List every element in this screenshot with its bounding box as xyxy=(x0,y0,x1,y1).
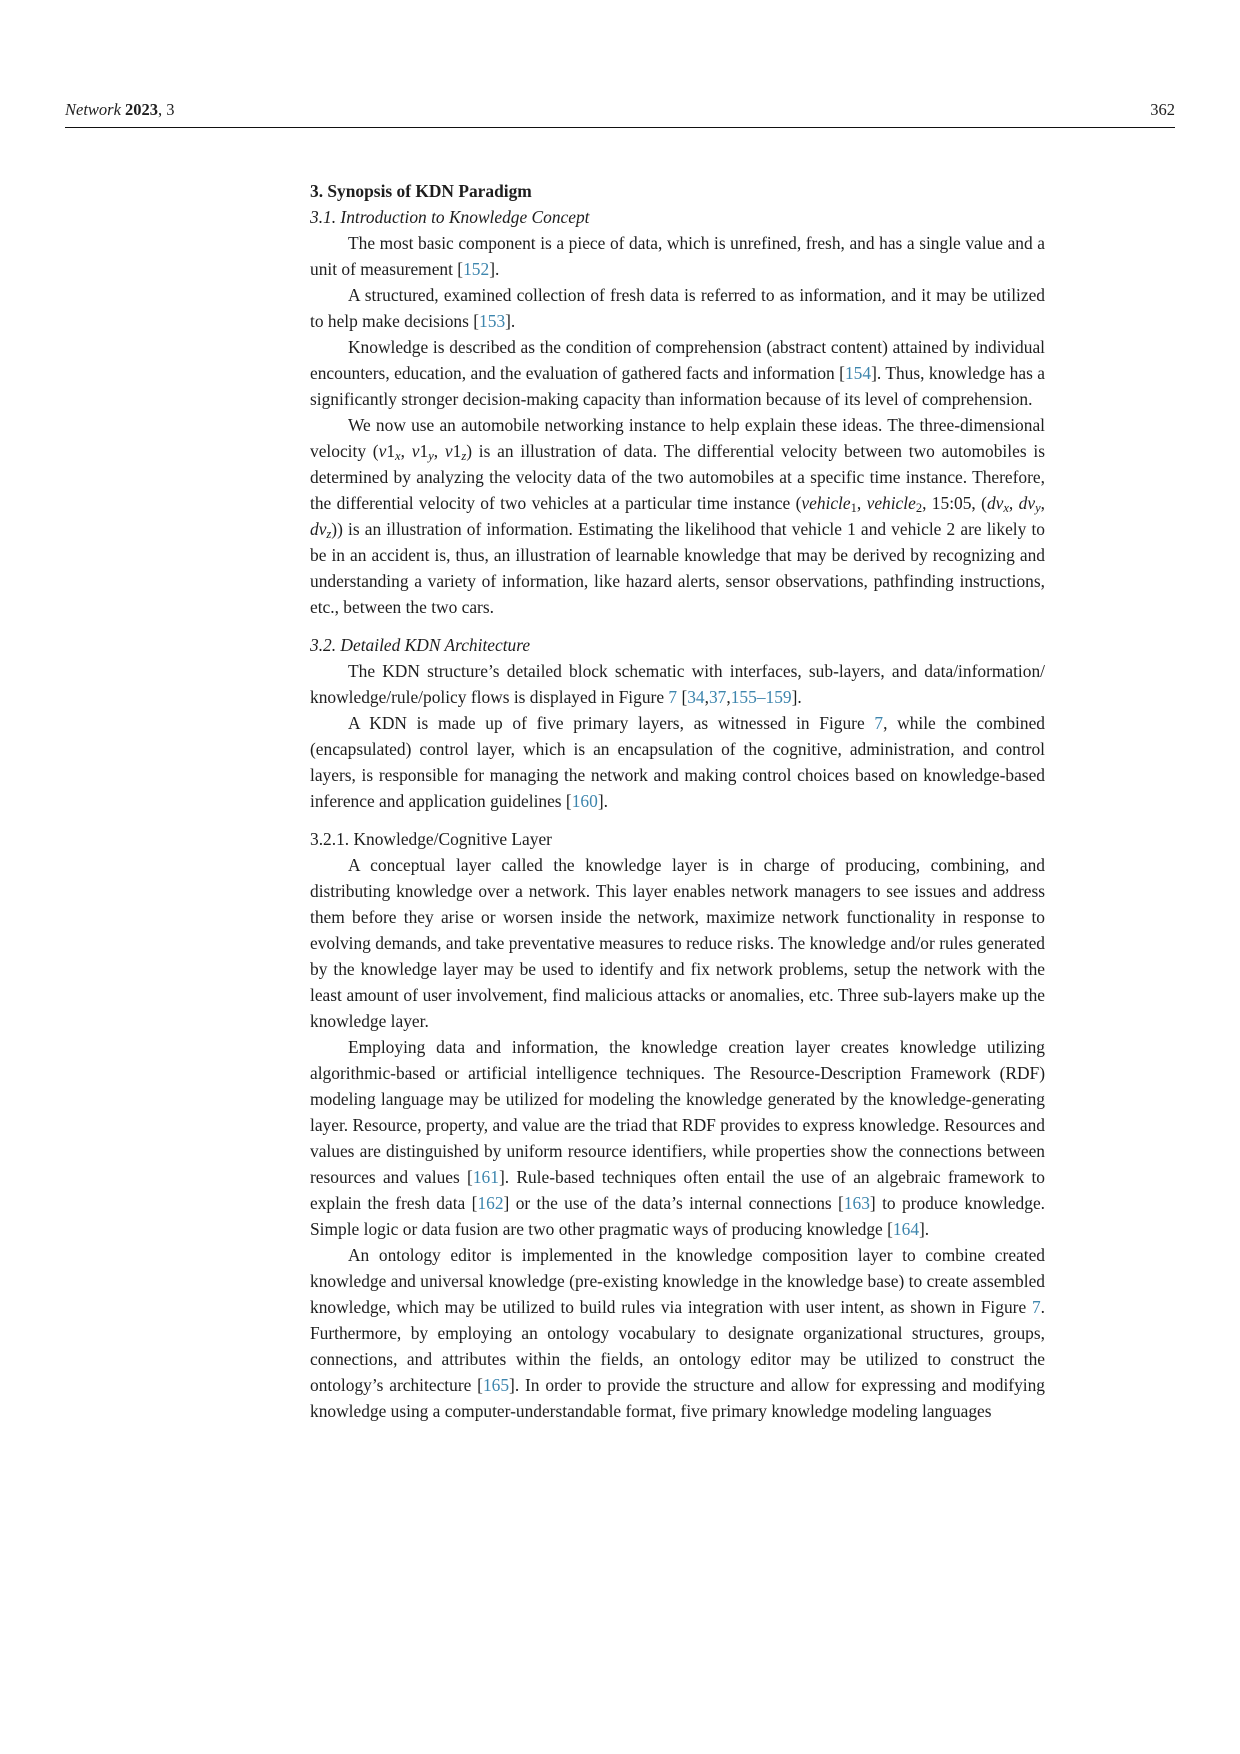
article-body xyxy=(310,178,1045,1424)
journal-volume: 2023 xyxy=(125,100,159,119)
text-run: x xyxy=(1003,501,1009,516)
citation-link[interactable]: 163 xyxy=(843,1192,870,1213)
text-run: 2 xyxy=(915,501,923,516)
text-run: , xyxy=(400,440,412,461)
text-run: 3.2.1. Knowledge/Cognitive Layer xyxy=(310,828,552,849)
subsection-heading xyxy=(310,632,1045,658)
text-run: Employing data and information, the knowledge creation layer creates knowledge utilizing algorithmic-based or artificial intelligence techniques. The Resource-Description Framework (RDF) modeling language may be utilized for modeling the knowledge generated by the knowledge-generating layer. Resource, property, and value are the triad that RDF provides to express knowledge. Resources and values are distinguished by uniform resource identifiers, while properties show the connections between resources and values [ xyxy=(310,1036,1045,1187)
text-run: 3.2. Detailed KDN Architecture xyxy=(310,634,531,655)
citation-link[interactable]: 34 xyxy=(687,686,705,707)
text-run: A structured, examined collection of fresh data is referred to as information, and it may be utilized to help make decisions [ xyxy=(310,284,1045,331)
citation-link[interactable]: 160 xyxy=(571,790,598,811)
text-run: An ontology editor is implemented in the knowledge composition layer to combine created knowledge and universal knowledge (pre-existing knowledge in the knowledge base) to create assembled knowledge, which may be utilized to build rules via integration with user intent, as shown in Figure xyxy=(310,1244,1045,1317)
text-run: Knowledge is described as the condition of comprehension (abstract content) attained by individual encounters, education, and the evaluation of gathered facts and information [ xyxy=(310,336,1045,383)
text-run: The most basic component is a piece of data, which is unrefined, fresh, and has a single value and a unit of measurement [ xyxy=(310,232,1045,279)
text-run: , xyxy=(1008,492,1019,513)
text-run: vehicle xyxy=(866,492,916,513)
text-run: 3. Synopsis of KDN Paradigm xyxy=(310,180,532,201)
text-run: ] or the use of the data’s internal connections [ xyxy=(503,1192,844,1213)
citation-link[interactable]: 152 xyxy=(463,258,490,279)
page-number: 362 xyxy=(1150,100,1175,119)
text-run: , xyxy=(704,686,709,707)
citation-link[interactable]: 165 xyxy=(482,1374,510,1395)
running-head xyxy=(65,100,1175,120)
text-run: 1 xyxy=(452,440,462,461)
text-run: vehicle xyxy=(801,492,851,513)
text-run: We now use an automobile networking instance to help explain these ideas. The three-dimensional velocity ( xyxy=(310,414,1045,461)
citation-link[interactable]: 164 xyxy=(892,1218,920,1239)
text-run: ]. xyxy=(597,790,608,811)
paragraph xyxy=(310,334,1045,412)
section-heading xyxy=(310,178,1045,204)
text-run: v xyxy=(378,440,387,461)
citation-link[interactable]: 161 xyxy=(472,1166,499,1187)
header-rule xyxy=(65,127,1175,128)
citation-link[interactable]: 153 xyxy=(479,310,506,331)
text-run: 3.1. Introduction to Knowledge Concept xyxy=(310,206,590,227)
text-run: . Furthermore, by employing an ontology vocabulary to designate organizational structures, groups, connections, and attributes within the fields, an ontology editor may be utilized to construct the ontology’s architecture [ xyxy=(310,1296,1045,1395)
text-run: v xyxy=(411,440,420,461)
text-run: ]. In order to provide the structure and allow for expressing and modifying knowledge using a computer-understandable format, five primary knowledge modeling languages xyxy=(310,1374,1046,1421)
paragraph xyxy=(310,282,1045,334)
text-run: [ xyxy=(677,686,688,707)
journal-issue: , 3 xyxy=(158,100,175,119)
text-run: ]. Thus, knowledge has a significantly stronger decision-making capacity than information because of its level of comprehension. xyxy=(310,362,1045,409)
text-run: ]. xyxy=(919,1218,930,1239)
paragraph xyxy=(310,658,1045,710)
text-run: The KDN structure’s detailed block schematic with interfaces, sub-layers, and data/information/ knowledge/rule/policy flows is displayed in Figure xyxy=(310,660,1045,707)
text-run: ]. Rule-based techniques often entail the use of an algebraic framework to explain the fresh data [ xyxy=(310,1166,1045,1213)
citation-link[interactable]: 155–159 xyxy=(730,686,792,707)
text-run: , xyxy=(1040,492,1045,513)
text-run: dv xyxy=(1018,492,1036,513)
text-run: , xyxy=(726,686,731,707)
text-run: 1 xyxy=(850,501,857,516)
text-run: , 15:05, ( xyxy=(922,492,987,513)
text-run: 1 xyxy=(419,440,429,461)
text-run: , while the combined (encapsulated) control layer, which is an encapsulation of the cognitive, administration, and control layers, is responsible for managing the network and making control choices based on knowledge-based inference and application guidelines [ xyxy=(310,712,1045,811)
text-run: ]. xyxy=(505,310,516,331)
text-run: dv xyxy=(986,492,1004,513)
text-run: v xyxy=(444,440,453,461)
text-run: )) is an illustration of information. Estimating the likelihood that vehicle 1 and vehicle 2 are likely to be in an accident is, thus, an illustration of learnable knowledge that may be derived by recognizing and understanding a variety of information, like hazard alerts, sensor observations, pathfinding instructions, etc., between the two cars. xyxy=(310,518,1045,617)
text-run: A conceptual layer called the knowledge layer is in charge of producing, combining, and distributing knowledge over a network. This layer enables network managers to see issues and address them before they arise or worsen inside the network, maximize network functionality in response to evolving demands, and take preventative measures to reduce risks. The knowledge and/or rules generated by the knowledge layer may be used to identify and fix network problems, setup the network with the least amount of user involvement, find malicious attacks or anomalies, etc. Three sub-layers make up the knowledge layer. xyxy=(310,854,1045,1031)
subsection-heading xyxy=(310,204,1045,230)
text-run: z xyxy=(461,449,467,464)
text-run: y xyxy=(428,449,434,464)
text-run: ]. xyxy=(791,686,802,707)
text-run: , xyxy=(856,492,867,513)
text-run: A KDN is made up of five primary layers, as witnessed in Figure xyxy=(348,712,875,733)
paragraph xyxy=(310,412,1045,620)
citation-link[interactable]: 162 xyxy=(477,1192,504,1213)
text-run: y xyxy=(1035,501,1041,516)
paragraph xyxy=(310,1242,1045,1424)
journal-name: Network xyxy=(65,100,121,119)
citation-link[interactable]: 154 xyxy=(844,362,872,383)
figure-reference-link[interactable]: 7 xyxy=(874,712,884,733)
subsubsection-heading xyxy=(310,826,1045,852)
paragraph xyxy=(310,1034,1045,1242)
figure-reference-link[interactable]: 7 xyxy=(668,686,678,707)
figure-reference-link[interactable]: 7 xyxy=(1031,1296,1041,1317)
text-run: ]. xyxy=(489,258,500,279)
text-run: z xyxy=(326,527,332,542)
text-run: x xyxy=(395,449,401,464)
paragraph xyxy=(310,852,1045,1034)
text-run: 1 xyxy=(386,440,396,461)
paragraph xyxy=(310,710,1045,814)
paragraph xyxy=(310,230,1045,282)
text-run: , xyxy=(433,440,445,461)
text-run: ] to produce knowledge. Simple logic or data fusion are two other pragmatic ways of producing knowledge [ xyxy=(310,1192,1046,1239)
journal-reference xyxy=(65,100,175,120)
text-run: dv xyxy=(310,518,327,539)
text-run: ) is an illustration of data. The differential velocity between two automobiles is determined by analyzing the velocity data of the two automobiles at a specific time instance. Therefore, the differential velocity of two vehicles at a particular time instance ( xyxy=(310,440,1045,513)
citation-link[interactable]: 37 xyxy=(708,686,727,707)
